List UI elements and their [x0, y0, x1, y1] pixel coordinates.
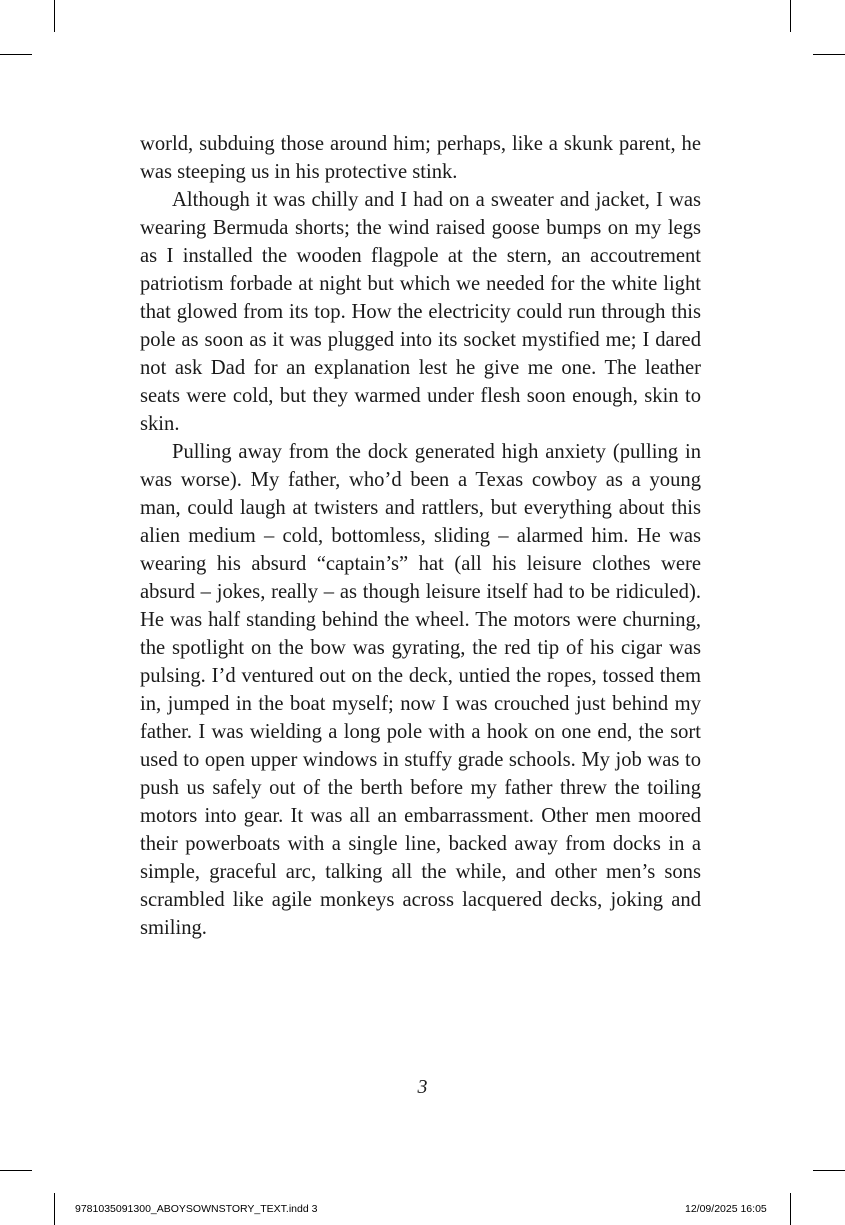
paragraph: Although it was chilly and I had on a sweater and jacket, I was wearing Bermuda shorts; the wind raised goose bumps on my legs as I installed the wooden flagpole at the stern, an accoutrement patriotism forbade at night but which we needed for the white light that glowed from its top. How the electricity could run through this pole as soon as it was plugged into its socket mystified me; I dared not ask Dad for an explanation lest he give me one. The leather seats were cold, but they warmed under flesh soon enough, skin to skin. [140, 189, 701, 435]
body-text [140, 130, 701, 942]
crop-mark-bottom-left-horizontal [0, 1170, 32, 1171]
crop-mark-top-right [790, 0, 791, 32]
crop-mark-bottom-left [54, 1193, 55, 1225]
crop-mark-bottom-right-horizontal [813, 1170, 845, 1171]
paragraph: Pulling away from the dock generated high anxiety (pulling in was worse). My father, who’d been a Texas cowboy as a young man, could laugh at twisters and rattlers, but everything about this alien medium – cold, bottomless, sliding – alarmed him. He was wearing his absurd “captain’s” hat (all his leisure clothes were absurd – jokes, really – as though leisure itself had to be ridiculed). He was half standing behind the wheel. The motors were churning, the spotlight on the bow was gyrating, the red tip of his cigar was pulsing. I’d ventured out on the deck, untied the ropes, tossed them in, jumped in the boat myself; now I was crouched just behind my father. I was wielding a long pole with a hook on one end, the sort used to open upper windows in stuffy grade schools. My job was to push us safely out of the berth before my father threw the toiling motors into gear. It was all an embarrassment. Other men moored their powerboats with a single line, backed away from docks in a simple, graceful arc, talking all the while, and other men’s sons scrambled like agile monkeys across lacquered decks, joking and smiling. [140, 441, 701, 939]
crop-mark-top-left [54, 0, 55, 32]
slug-datetime: 12/09/2025 16:05 [685, 1203, 767, 1215]
page-number: 3 [417, 1076, 428, 1098]
slug-filename: 9781035091300_ABOYSOWNSTORY_TEXT.indd 3 [75, 1203, 318, 1215]
crop-mark-bottom-right [790, 1193, 791, 1225]
crop-mark-top-right-horizontal [813, 54, 845, 55]
paragraph-continued: world, subduing those around him; perhaps, like a skunk parent, he was steeping us in his protective stink. [140, 133, 701, 183]
crop-mark-top-left-horizontal [0, 54, 32, 55]
